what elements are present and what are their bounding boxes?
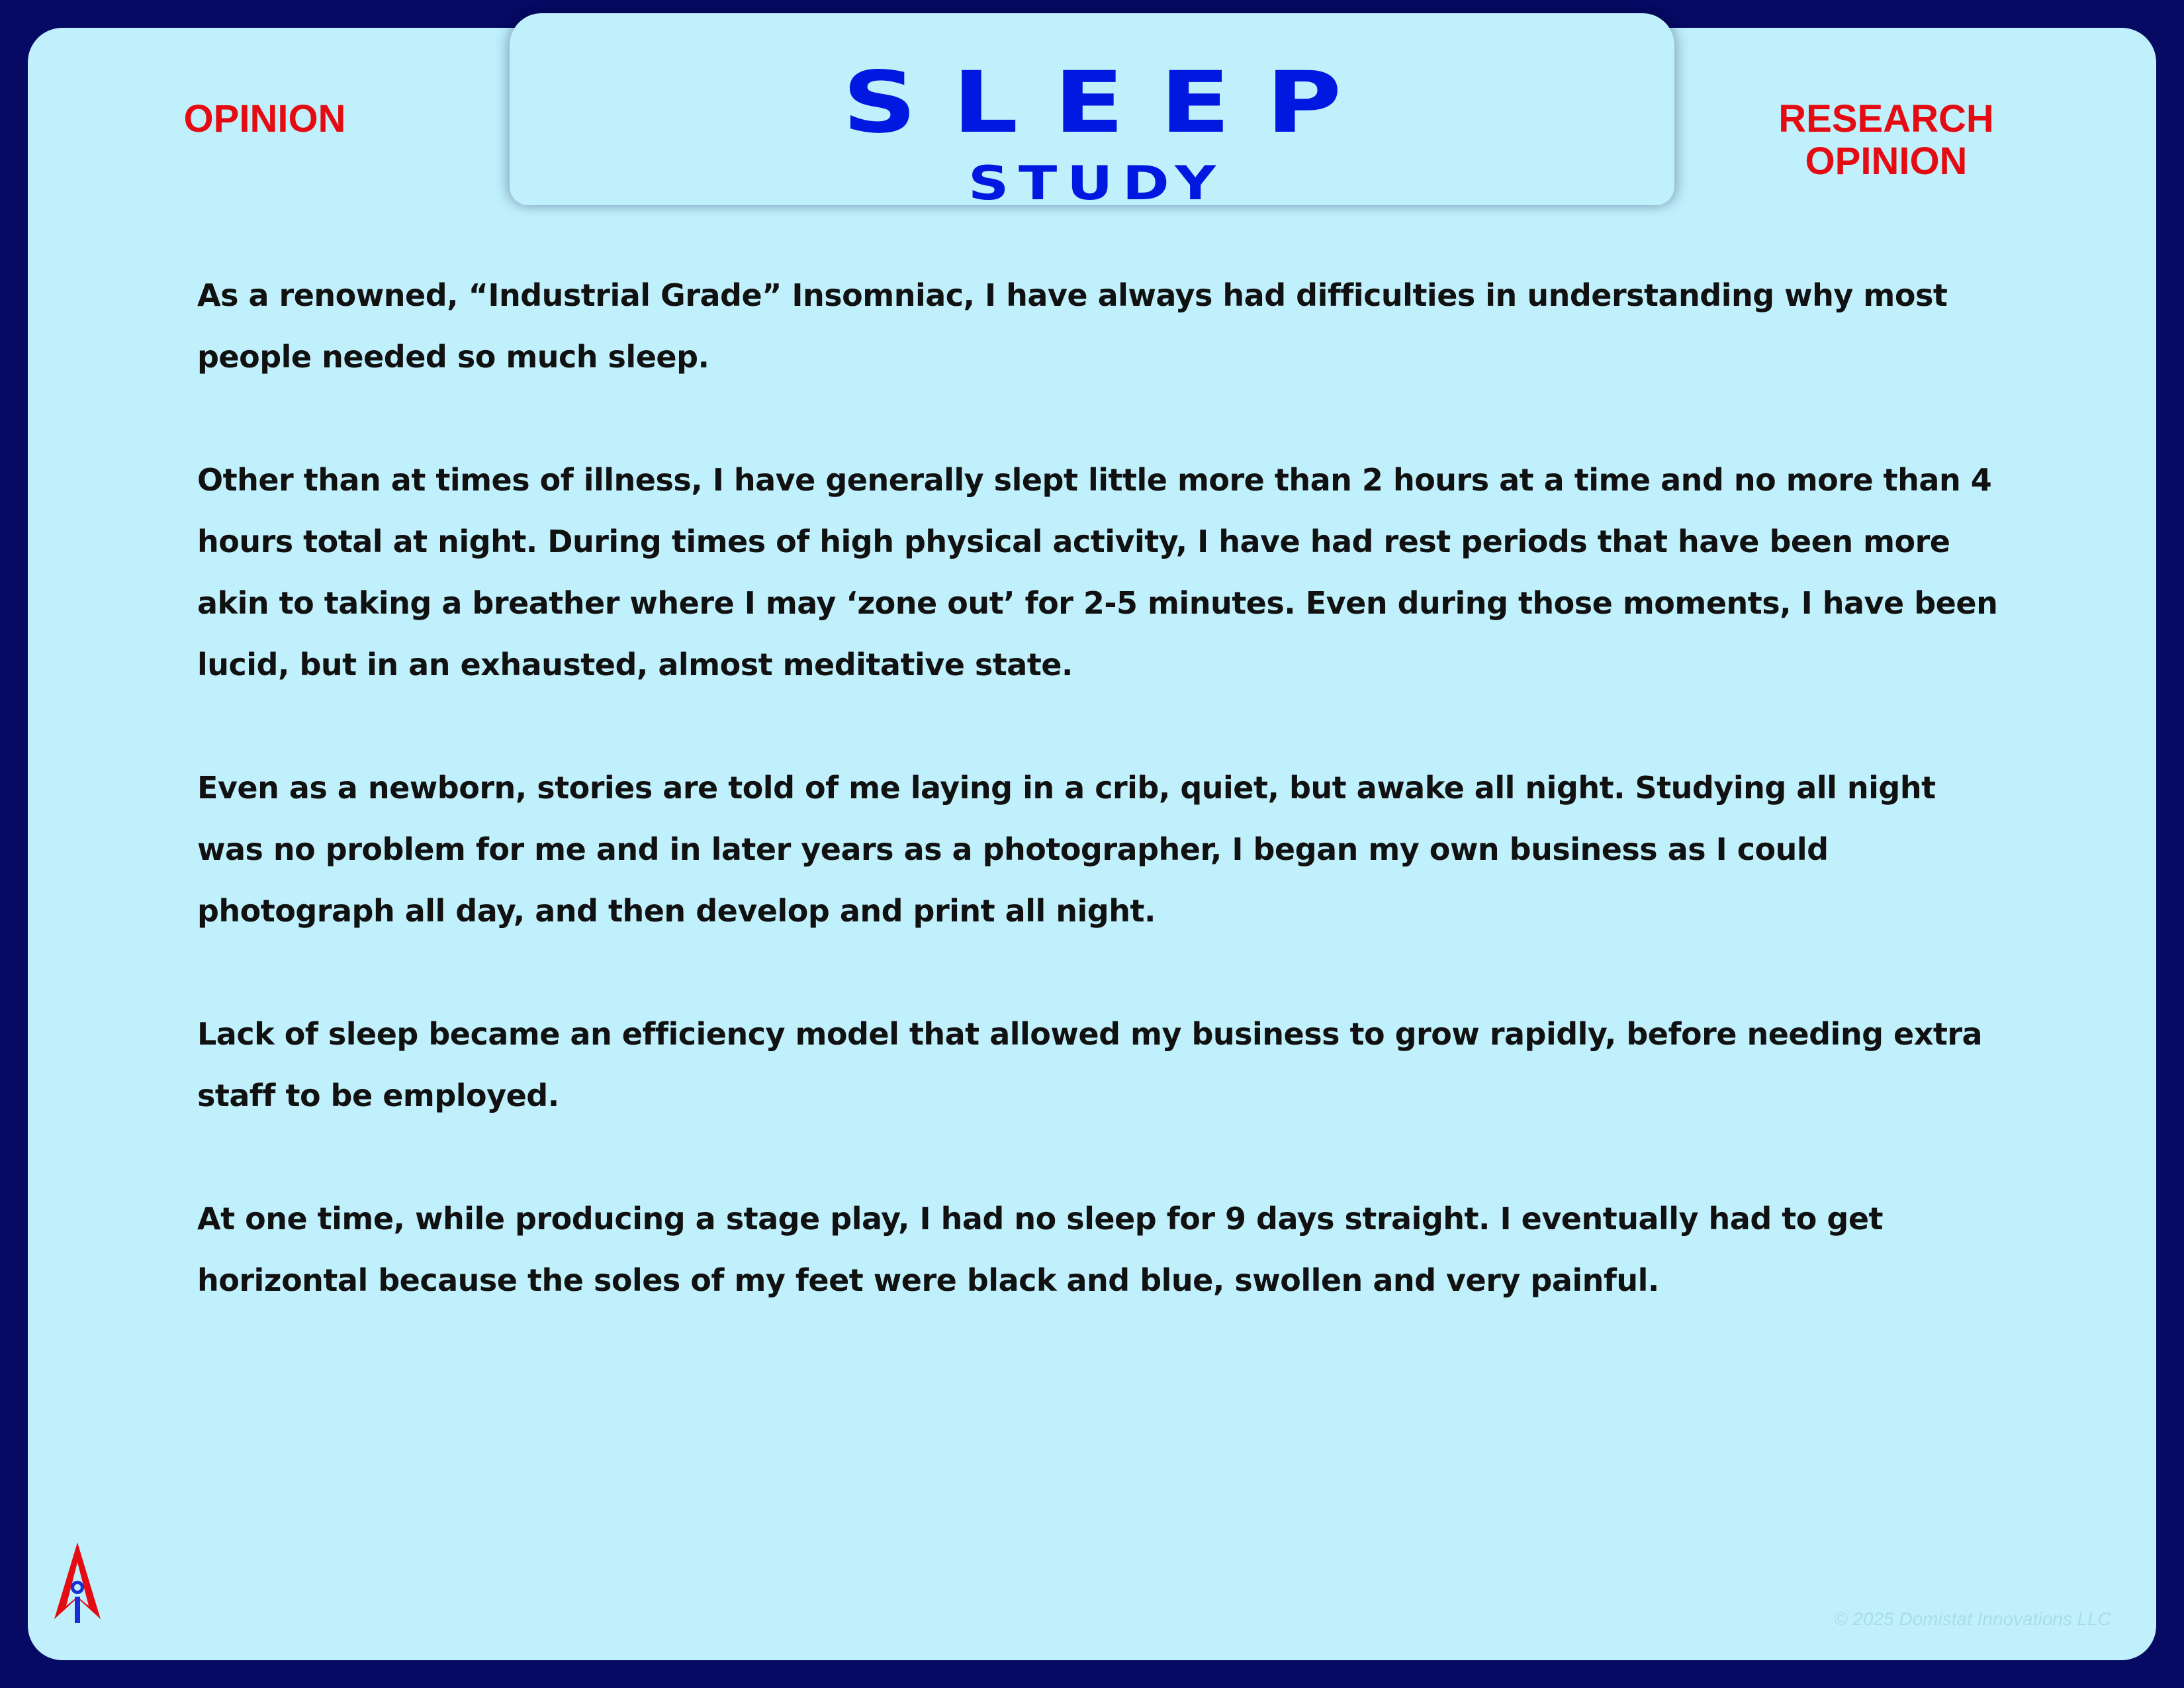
paragraph-5: At one time, while producing a stage play, I had no sleep for 9 days straight. I eventually had to get horizontal because the soles of my feet were black and blue, swollen and very painful. — [197, 1201, 1884, 1298]
research-opinion-label — [1754, 98, 2019, 183]
opinion-label: OPINION — [183, 97, 346, 140]
red-arrow-a-logo-icon — [52, 1542, 103, 1624]
page-subtitle: STUDY — [968, 156, 1226, 211]
paragraph-1: As a renowned, “Industrial Grade” Insomniac, I have always had difficulties in understanding why most people needed so much sleep. — [197, 277, 1948, 375]
paragraph-3: Even as a newborn, stories are told of me laying in a crib, quiet, but awake all night. Studying all night was no problem for me and in later years as a photographer, I began my own business as I could photograph all day, and then develop and print all night. — [197, 770, 1936, 929]
paragraph-4: Lack of sleep became an efficiency model that allowed my business to grow rapidly, before needing extra staff to be employed. — [197, 1016, 1983, 1113]
paragraph-2: Other than at times of illness, I have generally slept little more than 2 hours at a time and no more than 4 hours total at night. During times of high physical activity, I have had rest periods that have been more akin to taking a breather where I may ‘zone out’ for 2-5 minutes. Even during those moments, I have been lucid, but in an exhausted, almost meditative state. — [197, 462, 1998, 682]
page-title: SLEEP — [842, 54, 1377, 152]
research-label-line2: OPINION — [1805, 140, 1968, 183]
research-label-line1: RESEARCH — [1778, 97, 1994, 140]
article-body — [197, 265, 2011, 1373]
copyright-notice: © 2025 Domistat Innovations LLC — [1833, 1609, 2111, 1629]
title-tab — [510, 13, 1674, 211]
